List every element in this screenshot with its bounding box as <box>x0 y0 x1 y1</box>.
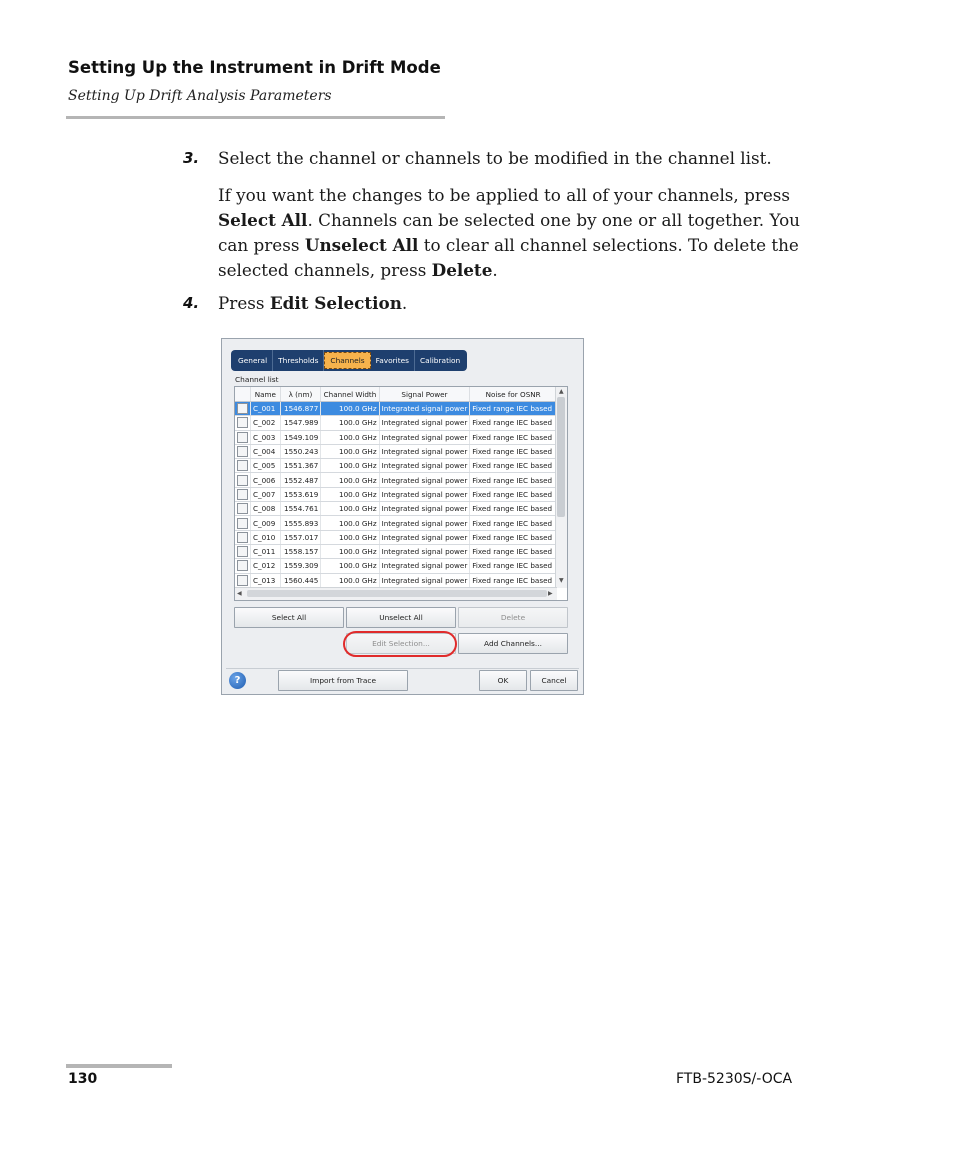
row-checkbox[interactable] <box>237 532 248 543</box>
table-cell: 100.0 GHz <box>321 402 379 416</box>
table-cell: Integrated signal power <box>379 473 470 487</box>
table-cell: Integrated signal power <box>379 444 470 458</box>
table-cell: C_004 <box>251 444 281 458</box>
row-checkbox-cell[interactable] <box>235 516 251 530</box>
delete-button[interactable]: Delete <box>458 607 568 628</box>
scroll-down-icon[interactable]: ▼ <box>559 577 564 584</box>
table-cell: 100.0 GHz <box>321 573 379 587</box>
table-cell: Fixed range IEC based <box>470 573 557 587</box>
channel-list[interactable] <box>234 386 568 601</box>
table-cell: Fixed range IEC based <box>470 473 557 487</box>
table-cell: Integrated signal power <box>379 502 470 516</box>
table-cell: C_003 <box>251 430 281 444</box>
table-cell: 100.0 GHz <box>321 530 379 544</box>
table-cell: Fixed range IEC based <box>470 530 557 544</box>
table-row[interactable] <box>235 473 557 487</box>
table-cell: 100.0 GHz <box>321 559 379 573</box>
table-cell: 100.0 GHz <box>321 444 379 458</box>
table-cell: 1546.877 <box>280 402 321 416</box>
scroll-thumb[interactable] <box>557 397 565 517</box>
row-checkbox[interactable] <box>237 489 248 500</box>
import-from-trace-button[interactable]: Import from Trace <box>278 670 408 691</box>
row-checkbox-cell[interactable] <box>235 544 251 558</box>
select-all-button[interactable]: Select All <box>234 607 344 628</box>
table-cell: Integrated signal power <box>379 430 470 444</box>
table-cell: Integrated signal power <box>379 487 470 501</box>
table-cell: Integrated signal power <box>379 516 470 530</box>
scroll-thumb[interactable] <box>247 590 547 597</box>
channel-table <box>235 387 557 588</box>
vertical-scrollbar[interactable] <box>555 387 567 588</box>
column-header[interactable]: Signal Power <box>379 387 470 402</box>
unselect-all-button[interactable]: Unselect All <box>346 607 456 628</box>
table-cell: 100.0 GHz <box>321 473 379 487</box>
table-cell: 100.0 GHz <box>321 502 379 516</box>
table-cell: C_002 <box>251 416 281 430</box>
table-cell: 1554.761 <box>280 502 321 516</box>
table-cell: 100.0 GHz <box>321 544 379 558</box>
table-cell: Fixed range IEC based <box>470 416 557 430</box>
instruction-paragraph: If you want the changes to be applied to all of your channels, press Select All. Channels can be selected one by one or all together. You can press Unselect All to clear all channel selections. To delete the selected channels, press Delete. <box>218 185 800 280</box>
table-cell: C_008 <box>251 502 281 516</box>
row-checkbox-cell[interactable] <box>235 402 251 416</box>
scroll-left-icon[interactable]: ◀ <box>237 590 242 597</box>
row-checkbox[interactable] <box>237 518 248 529</box>
header-rule <box>66 116 445 119</box>
cancel-button[interactable]: Cancel <box>530 670 578 691</box>
table-cell: Fixed range IEC based <box>470 559 557 573</box>
table-cell: Integrated signal power <box>379 544 470 558</box>
table-row[interactable] <box>235 487 557 501</box>
drift-settings-dialog <box>221 338 584 695</box>
table-cell: C_011 <box>251 544 281 558</box>
section-subtitle: Setting Up Drift Analysis Parameters <box>68 88 332 104</box>
table-row[interactable] <box>235 573 557 587</box>
tab-general[interactable]: General <box>233 350 273 371</box>
row-checkbox[interactable] <box>237 475 248 486</box>
table-row[interactable] <box>235 502 557 516</box>
horizontal-scrollbar[interactable] <box>235 587 557 600</box>
row-checkbox[interactable] <box>237 432 248 443</box>
table-cell: Integrated signal power <box>379 573 470 587</box>
table-cell: C_001 <box>251 402 281 416</box>
table-row[interactable] <box>235 416 557 430</box>
channel-list-label: Channel list <box>235 375 279 384</box>
table-cell: Fixed range IEC based <box>470 544 557 558</box>
table-cell: 1555.893 <box>280 516 321 530</box>
row-checkbox[interactable] <box>237 446 248 457</box>
column-header[interactable]: λ (nm) <box>280 387 321 402</box>
column-header[interactable]: Name <box>251 387 281 402</box>
row-checkbox-cell[interactable] <box>235 430 251 444</box>
row-checkbox[interactable] <box>237 460 248 471</box>
table-cell: 1560.445 <box>280 573 321 587</box>
row-checkbox-cell[interactable] <box>235 473 251 487</box>
table-cell: 1552.487 <box>280 473 321 487</box>
table-cell: 100.0 GHz <box>321 487 379 501</box>
row-checkbox-cell[interactable] <box>235 416 251 430</box>
table-cell: 100.0 GHz <box>321 430 379 444</box>
row-checkbox[interactable] <box>237 503 248 514</box>
column-header[interactable]: Noise for OSNR <box>470 387 557 402</box>
table-cell: 1551.367 <box>280 459 321 473</box>
table-row[interactable] <box>235 516 557 530</box>
row-checkbox-cell[interactable] <box>235 530 251 544</box>
table-cell: C_013 <box>251 573 281 587</box>
row-checkbox[interactable] <box>237 403 248 414</box>
table-cell: Integrated signal power <box>379 530 470 544</box>
step-number: 3. <box>183 149 200 167</box>
row-checkbox[interactable] <box>237 417 248 428</box>
table-row[interactable] <box>235 430 557 444</box>
row-checkbox[interactable] <box>237 546 248 557</box>
table-cell: Fixed range IEC based <box>470 430 557 444</box>
row-checkbox[interactable] <box>237 560 248 571</box>
page-number: 130 <box>68 1071 98 1087</box>
table-cell: Fixed range IEC based <box>470 502 557 516</box>
edit-selection-button[interactable]: Edit Selection... <box>346 633 456 654</box>
table-cell: C_010 <box>251 530 281 544</box>
table-cell: Integrated signal power <box>379 559 470 573</box>
table-cell: C_007 <box>251 487 281 501</box>
table-row[interactable] <box>235 544 557 558</box>
tab-calibration[interactable]: Calibration <box>420 356 461 365</box>
scroll-right-icon[interactable]: ▶ <box>548 590 553 597</box>
table-row[interactable] <box>235 459 557 473</box>
table-row[interactable] <box>235 402 557 416</box>
row-checkbox-cell[interactable] <box>235 559 251 573</box>
column-header-check <box>235 387 251 402</box>
table-cell: 1549.109 <box>280 430 321 444</box>
help-icon[interactable]: ? <box>229 672 246 689</box>
row-checkbox-cell[interactable] <box>235 573 251 587</box>
row-checkbox-cell[interactable] <box>235 487 251 501</box>
footer-rule <box>66 1064 172 1068</box>
table-cell: 1550.243 <box>280 444 321 458</box>
ok-button[interactable]: OK <box>479 670 527 691</box>
table-header-row <box>235 387 557 402</box>
table-cell: Integrated signal power <box>379 416 470 430</box>
table-cell: 1558.157 <box>280 544 321 558</box>
table-cell: Fixed range IEC based <box>470 459 557 473</box>
table-cell: 1553.619 <box>280 487 321 501</box>
row-checkbox[interactable] <box>237 575 248 586</box>
tab-thresholds[interactable]: Thresholds <box>273 350 324 371</box>
table-row[interactable] <box>235 444 557 458</box>
table-cell: 100.0 GHz <box>321 516 379 530</box>
table-cell: Integrated signal power <box>379 402 470 416</box>
tab-channels[interactable]: Channels <box>324 352 370 369</box>
tab-strip <box>231 350 467 371</box>
row-checkbox-cell[interactable] <box>235 502 251 516</box>
table-cell: 1547.989 <box>280 416 321 430</box>
table-cell: Fixed range IEC based <box>470 516 557 530</box>
column-header[interactable]: Channel Width <box>321 387 379 402</box>
highlight-circle <box>343 631 457 657</box>
table-cell: 1559.309 <box>280 559 321 573</box>
table-row[interactable] <box>235 559 557 573</box>
table-cell: Integrated signal power <box>379 459 470 473</box>
table-cell: C_009 <box>251 516 281 530</box>
table-cell: Fixed range IEC based <box>470 444 557 458</box>
table-cell: C_005 <box>251 459 281 473</box>
add-channels-button[interactable]: Add Channels... <box>458 633 568 654</box>
table-cell: C_006 <box>251 473 281 487</box>
table-cell: 100.0 GHz <box>321 459 379 473</box>
step-text: Press Edit Selection. <box>218 293 408 313</box>
step-number: 4. <box>183 294 200 312</box>
tab-favorites[interactable]: Favorites <box>371 350 415 371</box>
table-cell: C_012 <box>251 559 281 573</box>
table-cell: 100.0 GHz <box>321 416 379 430</box>
row-checkbox-cell[interactable] <box>235 444 251 458</box>
step-text: Select the channel or channels to be modified in the channel list. <box>218 148 772 168</box>
row-checkbox-cell[interactable] <box>235 459 251 473</box>
table-cell: Fixed range IEC based <box>470 487 557 501</box>
scroll-up-icon[interactable]: ▲ <box>559 388 564 395</box>
table-row[interactable] <box>235 530 557 544</box>
table-cell: 1557.017 <box>280 530 321 544</box>
section-title: Setting Up the Instrument in Drift Mode <box>68 58 441 77</box>
table-cell: Fixed range IEC based <box>470 402 557 416</box>
document-id: FTB-5230S/-OCA <box>676 1071 793 1087</box>
